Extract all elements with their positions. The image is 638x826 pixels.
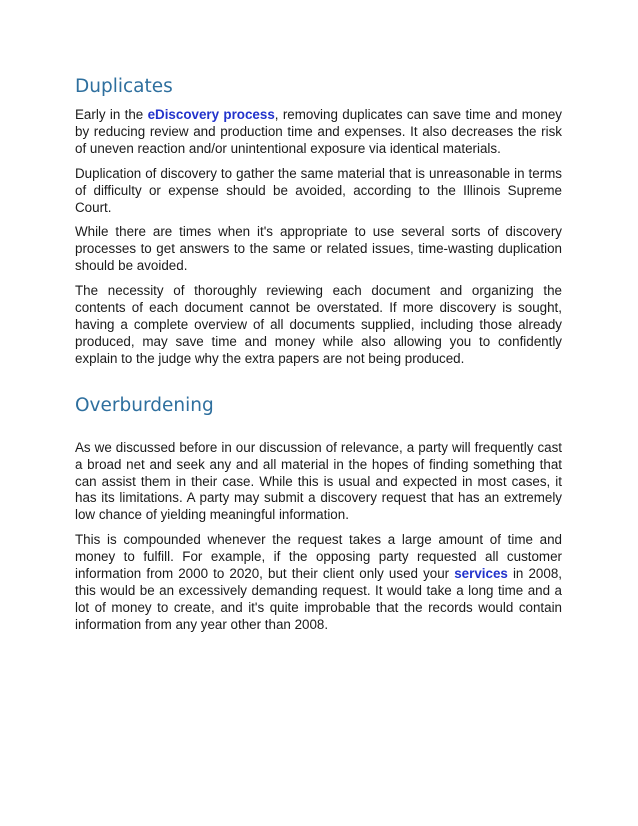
document-page [75, 0, 562, 642]
overburdening-paragraph-2 [75, 532, 562, 633]
paragraph-text: Early in the [75, 107, 148, 122]
overburdening-paragraph-1: As we discussed before in our discussion of relevance, a party will frequently cast a broad net and seek any and all material in the hopes of finding something that can assist them in their case. While this is usual and expected in most cases, it has its limitations. A party may submit a discovery request that has an extremely low chance of yielding meaningful information. [75, 439, 562, 523]
duplicates-paragraph-3: While there are times when it's appropriate to use several sorts of discovery processes to get answers to the same or related issues, time-wasting duplication should be avoided. [75, 224, 562, 274]
paragraph-text: , removing duplicates can save time and money by reducing review and production time and expenses. It also decreases the risk of uneven reaction and/or unintentional exposure via identical materials. [75, 107, 562, 156]
services-link[interactable]: services [454, 566, 508, 582]
paragraph-text: in 2008, this would be an excessively demanding request. It would take a long time and a lot of money to create, and it's quite improbable that the records would contain information from any year other than 2008. [75, 566, 562, 632]
section-heading-duplicates: Duplicates [75, 76, 173, 97]
duplicates-paragraph-4: The necessity of thoroughly reviewing each document and organizing the contents of each document cannot be overstated. If more discovery is sought, having a complete overview of all documents supplied, including those already produced, may save time and money while also allowing you to confidently explain to the judge why the extra papers are not being produced. [75, 283, 562, 366]
paragraph-text: This is compounded whenever the request takes a large amount of time and money to fulfill. For example, if the opposing party requested all customer information from 2000 to 2020, but their client only used your [75, 532, 562, 582]
duplicates-paragraph-1 [75, 107, 562, 158]
duplicates-paragraph-2: Duplication of discovery to gather the same material that is unreasonable in terms of difficulty or expense should be avoided, according to the Illinois Supreme Court. [75, 165, 562, 215]
section-heading-overburdening: Overburdening [75, 394, 214, 416]
ediscovery-process-link[interactable]: eDiscovery process [147, 107, 275, 122]
